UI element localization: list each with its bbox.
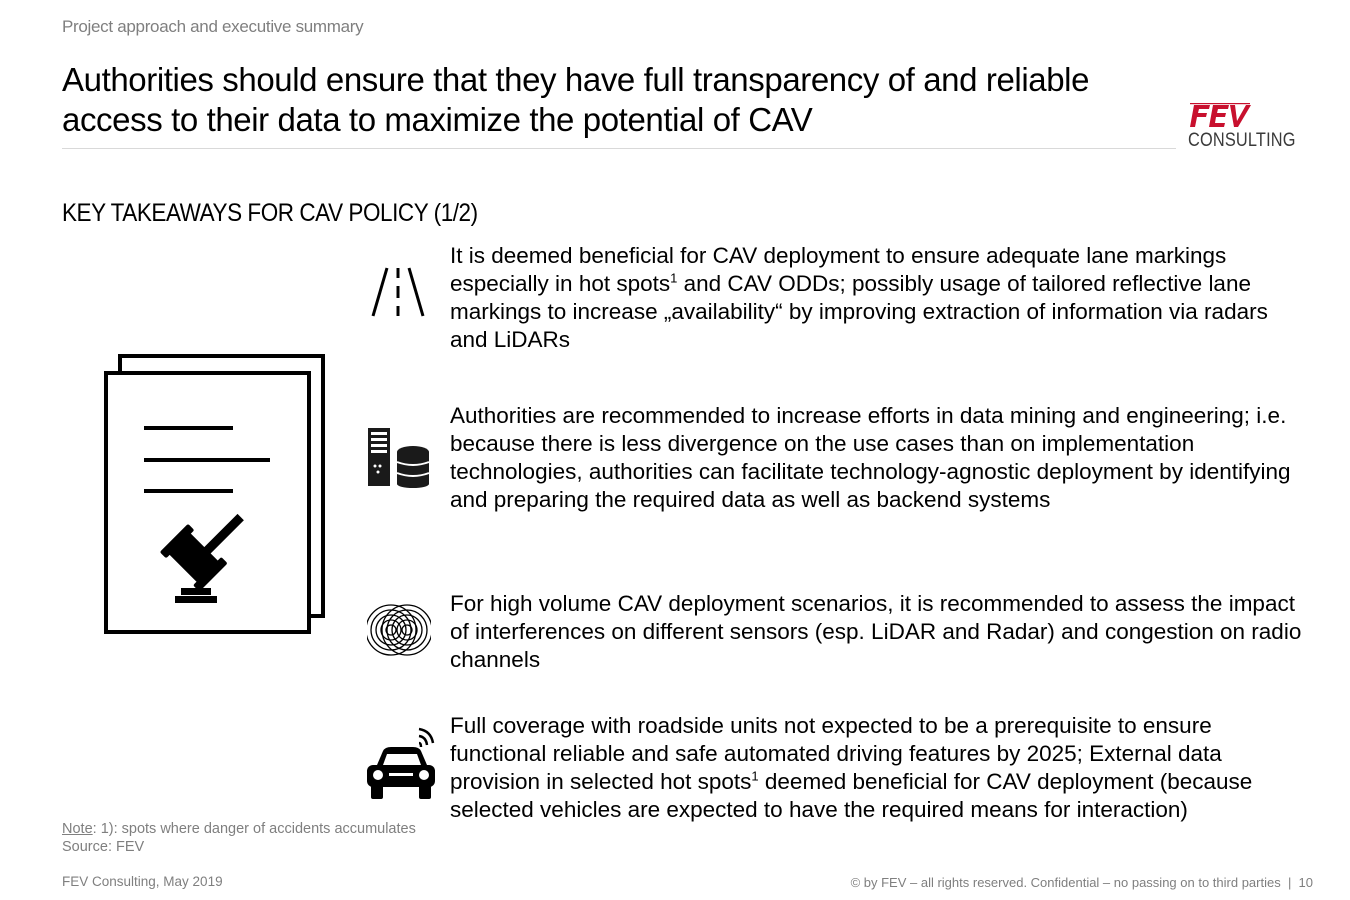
connected-car-icon — [363, 725, 439, 803]
signal-interference-icon — [367, 602, 431, 658]
fev-consulting-logo — [1188, 103, 1296, 151]
footer-right: © by FEV – all rights reserved. Confidential – no passing on to third parties | 10 — [850, 875, 1313, 890]
title-divider — [62, 148, 1176, 149]
takeaway-2-text: Authorities are recommended to increase efforts in data mining and engineering; i.e. because there is less divergence on the use cases than on implementation technologies, authorities can facilitate technology-agnostic deployment by identifying and preparing the required data as well as backend systems — [450, 403, 1291, 512]
server-database-icon — [366, 426, 432, 488]
takeaway-1-text: It is deemed beneficial for CAV deployment to ensure adequate lane markings especially in hot spots$^1$ and CAV ODDs; possibly usage of tailored reflective lane markings to increase „availability“ by improving extraction of information via radars and LiDARs — [450, 243, 1268, 352]
breadcrumb: Project approach and executive summary — [62, 17, 364, 36]
road-lanes-icon — [367, 264, 429, 320]
document-with-gavel-icon — [103, 354, 329, 636]
logo-text: CONSULTING — [1188, 130, 1296, 151]
takeaway-3-text: For high volume CAV deployment scenarios, it is recommended to assess the impact of interferences on different sensors (esp. LiDAR and Radar) and congestion on radio channels — [450, 591, 1302, 672]
footnote — [62, 820, 416, 856]
page-title: Authorities should ensure that they have full transparency of and reliable access to their data to maximize the potential of CAV — [62, 61, 1090, 138]
footnote-source: Source: FEV — [62, 839, 145, 855]
section-title: KEY TAKEAWAYS FOR CAV POLICY (1/2) — [62, 199, 478, 227]
fev-logo-mark — [1188, 103, 1252, 129]
footnote-note: Note: 1): spots where danger of accidents accumulates — [62, 821, 416, 837]
footer-left: FEV Consulting, May 2019 — [62, 874, 223, 889]
takeaway-4-text: Full coverage with roadside units not expected to be a prerequisite to ensure functional reliable and safe automated driving features by 2025; External data provision in selected hot spots$^1$ deemed beneficial for CAV deployment (because selected vehicles are expected to have the required means for interaction) — [450, 713, 1253, 822]
